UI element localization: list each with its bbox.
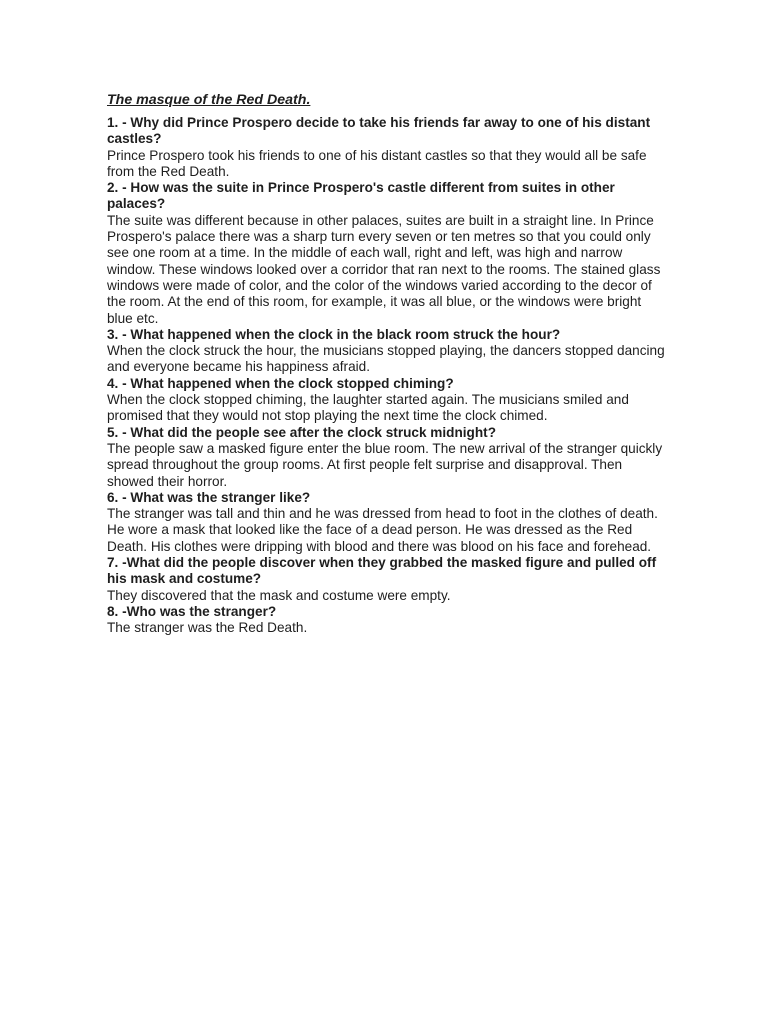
qa-item-2 <box>107 180 667 327</box>
qa-item-1 <box>107 115 667 180</box>
answer-2: The suite was different because in other palaces, suites are built in a straight line. In Prince Prospero's palace there was a sharp turn every seven or ten metres so that you could only see one room at a time. In the middle of each wall, right and left, was high and narrow window. These windows looked over a corridor that ran next to the rooms. The stained glass windows were made of color, and the color of the windows varied according to the decor of the room. At the end of this room, for example, it was all blue, or the windows were bright blue etc. <box>107 212 661 326</box>
question-2: 2. - How was the suite in Prince Prospero's castle different from suites in other palaces? <box>107 180 615 212</box>
question-5: 5. - What did the people see after the clock struck midnight? <box>107 424 496 440</box>
qa-item-5 <box>107 425 667 490</box>
qa-item-4 <box>107 376 667 425</box>
answer-7: They discovered that the mask and costume were empty. <box>107 587 451 603</box>
qa-item-3 <box>107 327 667 376</box>
question-4: 4. - What happened when the clock stopped chiming? <box>107 375 454 391</box>
question-6: 6. - What was the stranger like? <box>107 489 311 505</box>
answer-8: The stranger was the Red Death. <box>107 620 308 636</box>
answer-6: The stranger was tall and thin and he was dressed from head to foot in the clothes of death. He wore a mask that looked like the face of a dead person. He was dressed as the Red Death. His clothes were dripping with blood and there was blood on his face and forehead. <box>107 506 658 554</box>
question-1: 1. - Why did Prince Prospero decide to take his friends far away to one of his distant castles? <box>107 115 651 147</box>
answer-1: Prince Prospero took his friends to one of his distant castles so that they would all be safe from the Red Death. <box>107 147 647 179</box>
qa-item-6 <box>107 490 667 555</box>
question-7: 7. -What did the people discover when they grabbed the masked figure and pulled off his mask and costume? <box>107 555 657 587</box>
document-body <box>107 91 667 637</box>
question-8: 8. -Who was the stranger? <box>107 603 277 619</box>
question-3: 3. - What happened when the clock in the black room struck the hour? <box>107 326 561 342</box>
answer-4: When the clock stopped chiming, the laughter started again. The musicians smiled and promised that they would not stop playing the next time the clock chimed. <box>107 392 629 424</box>
qa-item-7 <box>107 555 667 604</box>
document-title: The masque of the Red Death. <box>107 92 311 108</box>
answer-3: When the clock struck the hour, the musicians stopped playing, the dancers stopped dancing and everyone became his happiness afraid. <box>107 343 665 375</box>
answer-5: The people saw a masked figure enter the blue room. The new arrival of the stranger quickly spread throughout the group rooms. At first people felt surprise and disapproval. Then showed their horror. <box>107 440 663 489</box>
qa-item-8 <box>107 604 667 637</box>
